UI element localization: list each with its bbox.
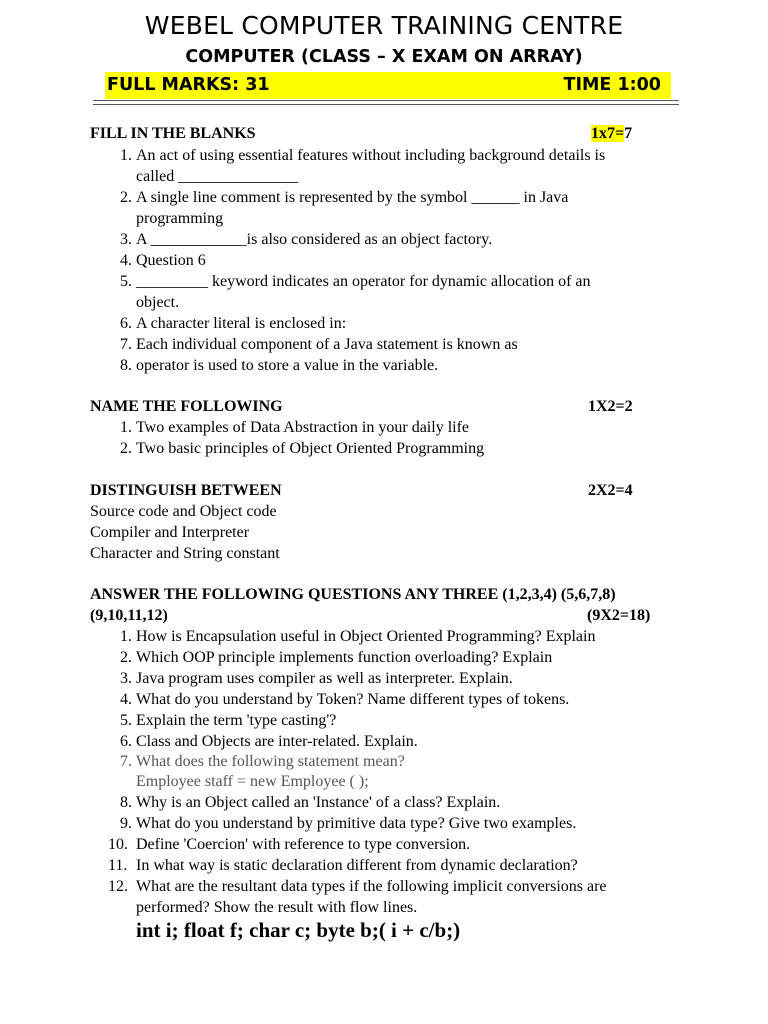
centre-title: WEBEL COMPUTER TRAINING CENTRE: [144, 11, 624, 40]
exam-time: TIME 1:00: [563, 75, 661, 95]
section-heading-name-following: NAME THE FOLLOWING: [90, 398, 283, 415]
section-heading-answer: ANSWER THE FOLLOWING QUESTIONS ANY THREE (1,2,3,4) (5,6,7,8): [90, 586, 616, 603]
section-heading-distinguish: DISTINGUISH BETWEEN: [90, 482, 282, 499]
section-marks-fill-blanks: 1x7=7: [591, 125, 633, 142]
header-rule-top: [93, 100, 679, 101]
header-rule-bottom: [93, 104, 679, 105]
section-heading-fill-blanks: FILL IN THE BLANKS: [90, 125, 256, 142]
distinguish-item: Character and String constant: [90, 545, 280, 562]
section-marks-answer: (9X2=18): [587, 607, 651, 624]
exam-subtitle: COMPUTER (CLASS – X EXAM ON ARRAY): [185, 47, 583, 67]
distinguish-item: Source code and Object code: [90, 503, 277, 520]
section-marks-name-following: 1X2=2: [588, 398, 633, 415]
section-marks-distinguish: 2X2=4: [588, 482, 633, 499]
distinguish-item: Compiler and Interpreter: [90, 524, 250, 541]
marks-time-bar: [105, 72, 671, 99]
exam-paper: WEBEL COMPUTER TRAINING CENTRE COMPUTER (CLASS – X EXAM ON ARRAY) FULL MARKS: 31 TIME 1:00 FILL IN THE BLANKS 1x7=7 1. An act of using essential features without including background details is called _______________ 2. A single line comment is represented by the symbol ______ in Java programming 3. A ____________is also considered as an object factory. 4. Question 6 5. _________ keyword indicates an operator for dynamic allocation of an object. 6. A character literal is enclosed in: 7. Each individual component of a Java statement is known as 8. operator is used to store a value in the variable. NAME THE FOLLOWING 1X2=2 1. Two examples of Data Abstraction in your daily life 2. Two basic principles of Object Oriented Programming DISTINGUISH BETWEEN 2X2=4 Source code and Object code Compiler and Interpreter Character and String constant ANSWER THE FOLLOWING QUESTIONS ANY THREE (1,2,3,4) (5,6,7,8) (9,10,11,12) (9X2=18) 1. How is Encapsulation useful in Object Oriented Programming? Explain 2. Which OOP principle implements function overloading? Explain 3. Java program uses compiler as well as interpreter. Explain. 4. What do you understand by Token? Name different types of tokens. 5. Explain the term 'type casting'? 6. Class and Objects are inter-related. Explain. 7. What does the following statement mean? Employee staff = new Employee ( ); 8. Why is an Object called an 'Instance' of a class? Explain. 9. What do you understand by primitive data type? Give two examples. 10. Define 'Coercion' with reference to type conversion. 11. In what way is static declaration different from dynamic declaration? 12. What are the resultant data types if the following implicit conversions are performed? Show the result with flow lines. int i; float f; char c; byte b;( i + c/b;): [0, 0, 768, 1024]
full-marks: FULL MARKS: 31: [107, 75, 270, 95]
code-expression: int i; float f; char c; byte b;( i + c/b;): [136, 918, 461, 942]
section-heading-answer-continued: (9,10,11,12): [90, 607, 168, 624]
